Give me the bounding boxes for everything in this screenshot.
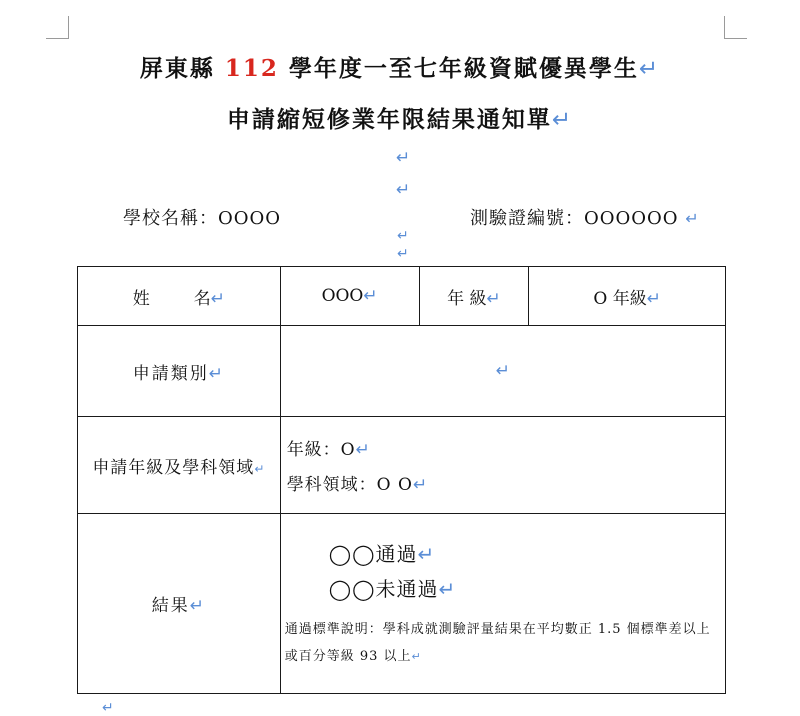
paragraph-mark-icon: ↵ — [363, 286, 378, 306]
category-value-cell — [280, 326, 725, 417]
name-value: OOO — [321, 286, 364, 306]
name-label-cell — [78, 267, 281, 326]
name-label-second: 名 — [193, 288, 211, 309]
paragraph-mark-icon: ↵ — [397, 246, 409, 262]
subject-area-text: 學科領域：O O — [286, 475, 413, 495]
paragraph-mark-icon: ↵ — [685, 209, 700, 228]
pass-criteria-text: 通過標準說明：學科成就測驗評量結果在平均數正 1.5 個標準差以上或百分等級 93 以上 — [284, 621, 711, 664]
crop-mark-top-left — [46, 16, 69, 39]
result-option-fail-text: ◯◯未通過 — [328, 576, 439, 601]
grade-label: 年 級 — [447, 288, 487, 309]
document-title-line2 — [0, 101, 800, 134]
applied-grade-line — [287, 435, 725, 460]
paragraph-mark-icon: ↵ — [438, 576, 457, 601]
pass-criteria-note — [285, 616, 725, 670]
title-line2-text: 申請縮短修業年限結果通知單 — [226, 106, 552, 133]
name-label-first: 姓 — [132, 288, 150, 309]
result-label-cell — [78, 514, 281, 694]
title-prefix: 屏東縣 — [139, 55, 215, 82]
grade-subject-label: 申請年級及學科領域 — [92, 457, 255, 478]
subject-area-line — [287, 470, 725, 495]
grade-value-cell — [529, 267, 726, 326]
paragraph-mark-icon: ↵ — [254, 461, 266, 476]
school-name — [123, 204, 281, 230]
result-label: 結果 — [151, 596, 190, 616]
result-option-fail — [329, 573, 725, 602]
category-label: 申請類別 — [132, 363, 209, 384]
title-year: 112 — [224, 55, 279, 82]
row-category — [78, 326, 726, 417]
paragraph-mark-icon: ↵ — [486, 288, 501, 309]
row-grade-subject — [78, 417, 726, 514]
paragraph-mark-icon: ↵ — [210, 288, 225, 309]
paragraph-mark-icon: ↵ — [189, 596, 206, 616]
paragraph-mark-icon: ↵ — [411, 649, 422, 663]
applied-grade-text: 年級：O — [286, 440, 356, 460]
paragraph-mark-icon: ↵ — [412, 475, 429, 495]
document-title-line1 — [0, 50, 800, 83]
paragraph-mark-icon: ↵ — [417, 541, 436, 566]
result-option-pass — [329, 538, 725, 567]
paragraph-mark-icon: ↵ — [495, 361, 510, 381]
title-suffix: 學年度一至七年級資賦優異學生 — [288, 55, 639, 82]
paragraph-mark-icon: ↵ — [551, 107, 574, 133]
paragraph-mark-icon: ↵ — [102, 700, 114, 716]
paragraph-mark-icon: ↵ — [397, 228, 409, 244]
paragraph-mark-icon: ↵ — [208, 363, 225, 384]
paragraph-mark-icon: ↵ — [396, 148, 411, 168]
category-label-cell — [78, 326, 281, 417]
paragraph-mark-icon: ↵ — [638, 56, 661, 82]
crop-mark-top-right — [724, 16, 747, 39]
grade-label-cell — [419, 267, 529, 326]
school-name-text: 學校名稱：OOOO — [123, 208, 282, 229]
row-name — [78, 267, 726, 326]
name-value-cell — [280, 267, 419, 326]
grade-subject-label-cell — [78, 417, 281, 514]
certificate-number-text: 測驗證編號：OOOOOO — [470, 208, 679, 229]
row-result — [78, 514, 726, 694]
grade-subject-value-cell — [280, 417, 725, 514]
result-option-pass-text: ◯◯通過 — [328, 541, 418, 566]
result-value-cell — [280, 514, 725, 694]
certificate-number — [470, 204, 700, 230]
paragraph-mark-icon: ↵ — [396, 180, 411, 200]
paragraph-mark-icon: ↵ — [355, 440, 371, 460]
grade-value: O 年級 — [593, 288, 647, 309]
notification-table — [77, 266, 726, 694]
paragraph-mark-icon: ↵ — [646, 288, 661, 309]
